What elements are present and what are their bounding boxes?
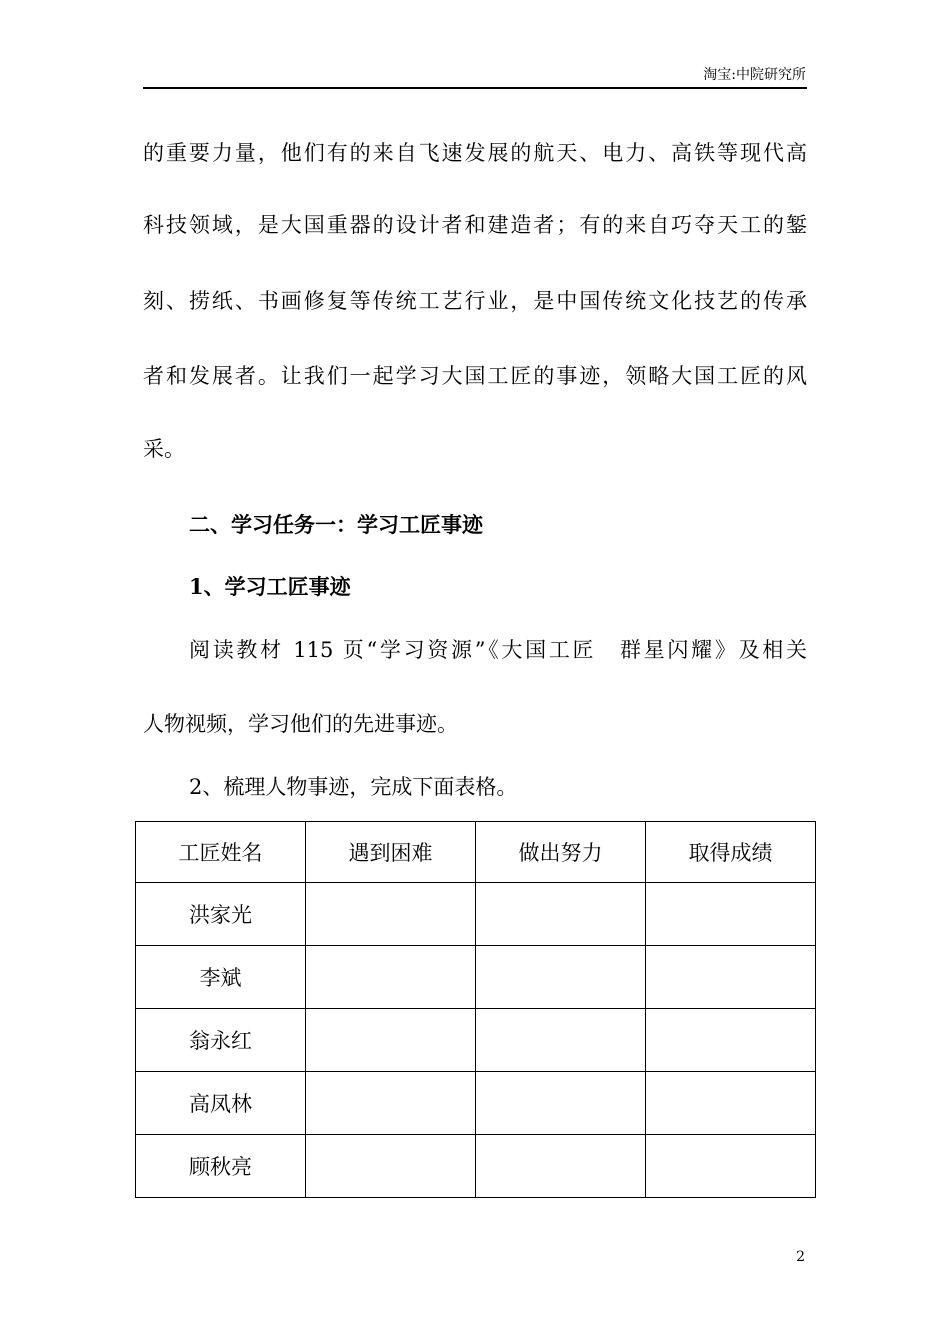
table-row	[136, 1072, 816, 1135]
table-row	[136, 883, 816, 946]
reading-line: 人物视频，学习他们的先进事迹。	[143, 712, 458, 736]
cell-craftsman-name: 高凤林	[136, 1072, 306, 1135]
cell-achievement[interactable]	[646, 1009, 816, 1072]
paragraph-line: 的重要力量，他们有的来自飞速发展的航天、电力、高铁等现代高	[143, 141, 807, 165]
section-heading: 二、学习任务一：学习工匠事迹	[189, 512, 483, 537]
cell-effort[interactable]	[476, 946, 646, 1009]
table-row	[136, 1135, 816, 1198]
header-cell-effort: 做出努力	[476, 822, 646, 883]
header-divider	[143, 87, 807, 89]
reading-line: 阅读教材 115 页“学习资源”《大国工匠 群星闪耀》及相关	[189, 638, 807, 662]
page-number: 2	[796, 1249, 805, 1265]
cell-achievement[interactable]	[646, 883, 816, 946]
cell-craftsman-name: 洪家光	[136, 883, 306, 946]
cell-difficulty[interactable]	[306, 883, 476, 946]
cell-effort[interactable]	[476, 1135, 646, 1198]
cell-achievement[interactable]	[646, 1072, 816, 1135]
paragraph-line: 采。	[143, 437, 185, 461]
paragraph-line: 科技领域，是大国重器的设计者和建造者；有的来自巧夺天工的錾	[143, 213, 807, 237]
header-cell-name: 工匠姓名	[136, 822, 306, 883]
craftsman-table	[135, 821, 816, 1198]
cell-difficulty[interactable]	[306, 1009, 476, 1072]
cell-difficulty[interactable]	[306, 946, 476, 1009]
cell-achievement[interactable]	[646, 1135, 816, 1198]
cell-effort[interactable]	[476, 883, 646, 946]
header-text: 淘宝:中院研究所	[703, 67, 806, 83]
cell-craftsman-name: 翁永红	[136, 1009, 306, 1072]
header-cell-difficulty: 遇到困难	[306, 822, 476, 883]
table-header-row	[136, 822, 816, 883]
task-instruction: 2、梳理人物事迹，完成下面表格。	[189, 775, 518, 799]
header-cell-achievement: 取得成绩	[646, 822, 816, 883]
cell-craftsman-name: 顾秋亮	[136, 1135, 306, 1198]
sub-heading: 1、学习工匠事迹	[189, 574, 351, 599]
table-row	[136, 946, 816, 1009]
cell-effort[interactable]	[476, 1009, 646, 1072]
paragraph-line: 者和发展者。让我们一起学习大国工匠的事迹，领略大国工匠的风	[143, 364, 807, 388]
cell-effort[interactable]	[476, 1072, 646, 1135]
table-row	[136, 1009, 816, 1072]
paragraph-line: 刻、捞纸、书画修复等传统工艺行业，是中国传统文化技艺的传承	[143, 289, 807, 313]
cell-difficulty[interactable]	[306, 1072, 476, 1135]
cell-craftsman-name: 李斌	[136, 946, 306, 1009]
cell-difficulty[interactable]	[306, 1135, 476, 1198]
cell-achievement[interactable]	[646, 946, 816, 1009]
